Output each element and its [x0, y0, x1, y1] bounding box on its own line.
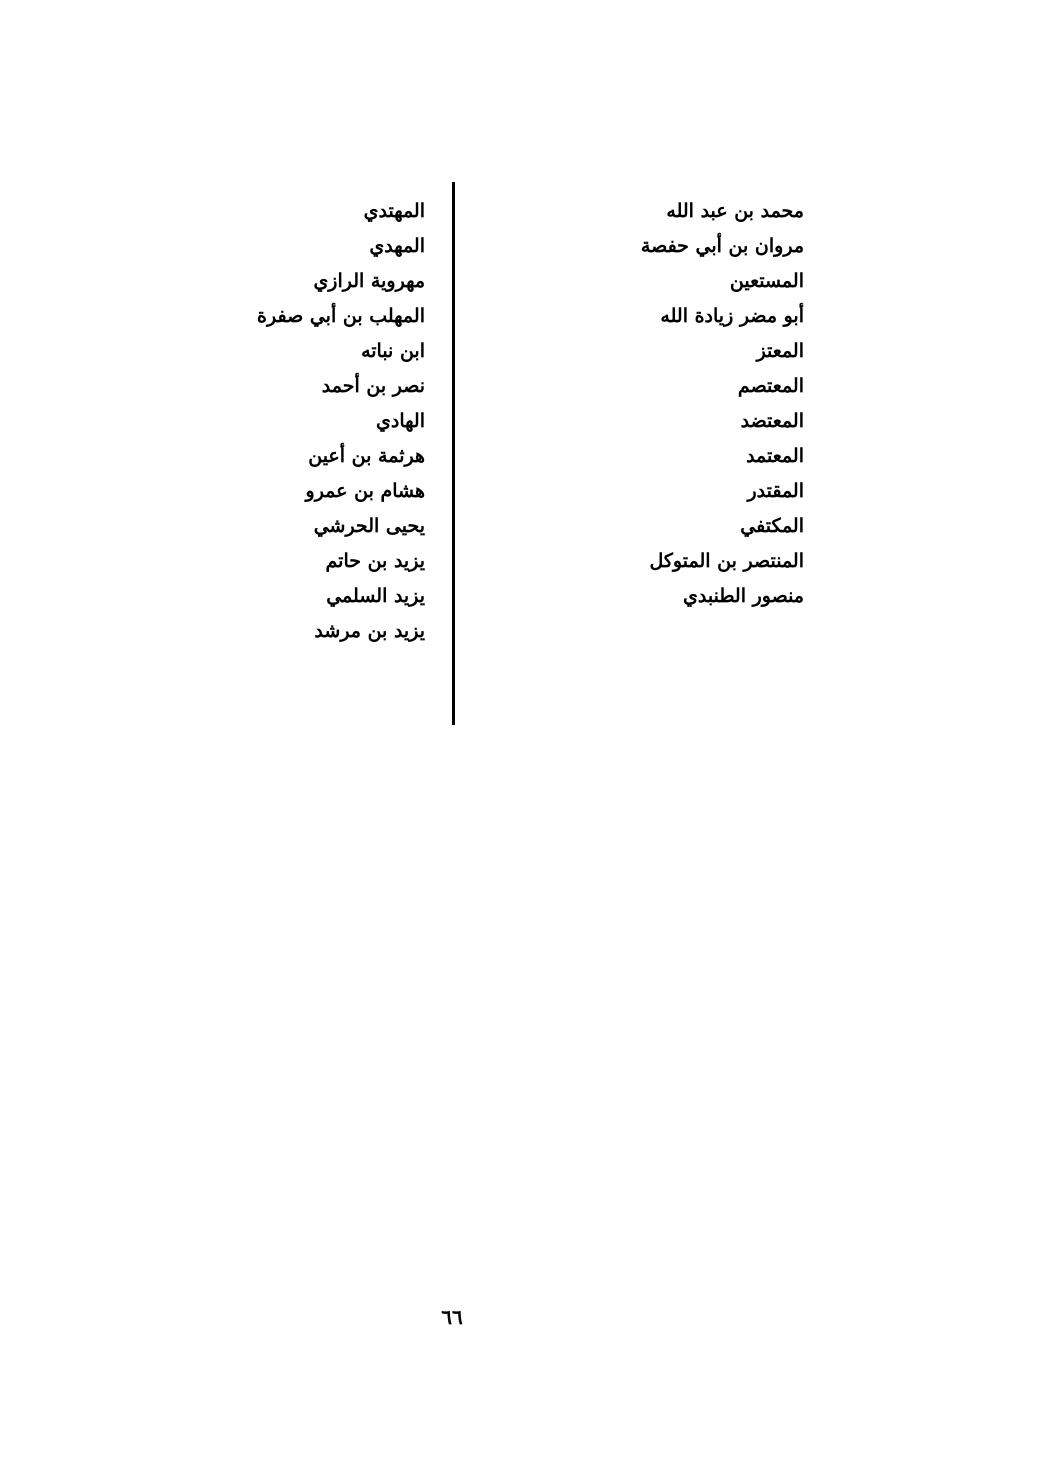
index-entry: مهروية الرازي: [313, 270, 425, 292]
index-entry: يزيد بن حاتم: [325, 550, 425, 572]
index-entry: مروان بن أبي حفصة: [640, 235, 804, 257]
index-entry: المهتدي: [363, 200, 425, 222]
index-entry: المعتز: [756, 340, 804, 362]
index-entry: المكتفي: [740, 515, 804, 537]
index-entry: المعتضد: [740, 410, 804, 432]
index-entry: المهدي: [369, 235, 425, 257]
index-entry: منصور الطنبدي: [683, 585, 804, 607]
index-entry: نصر بن أحمد: [321, 375, 425, 397]
index-entry: يحيى الحرشي: [313, 515, 425, 537]
index-entry: المعتمد: [746, 445, 804, 467]
index-entry: يزيد بن مرشد: [314, 620, 425, 642]
index-entry: أبو مضر زيادة الله: [660, 305, 804, 327]
index-entry: المنتصر بن المتوكل: [649, 550, 804, 572]
index-column-left: [195, 194, 425, 649]
index-entry: المستعين: [729, 270, 804, 292]
index-entry: ابن نباته: [361, 340, 425, 362]
index-entry: المهلب بن أبي صفرة: [257, 305, 425, 327]
index-column-right: [574, 194, 804, 614]
index-entry: يزيد السلمي: [326, 585, 425, 607]
index-entry: هرثمة بن أعين: [308, 445, 425, 467]
index-entry: محمد بن عبد الله: [666, 200, 804, 222]
page-number: ٦٦: [441, 1305, 463, 1329]
index-entry: الهادي: [376, 410, 425, 432]
index-entry: المقتدر: [747, 480, 804, 502]
column-divider: [452, 182, 455, 725]
index-entry: المعتصم: [737, 375, 804, 397]
index-entry: هشام بن عمرو: [305, 480, 425, 502]
